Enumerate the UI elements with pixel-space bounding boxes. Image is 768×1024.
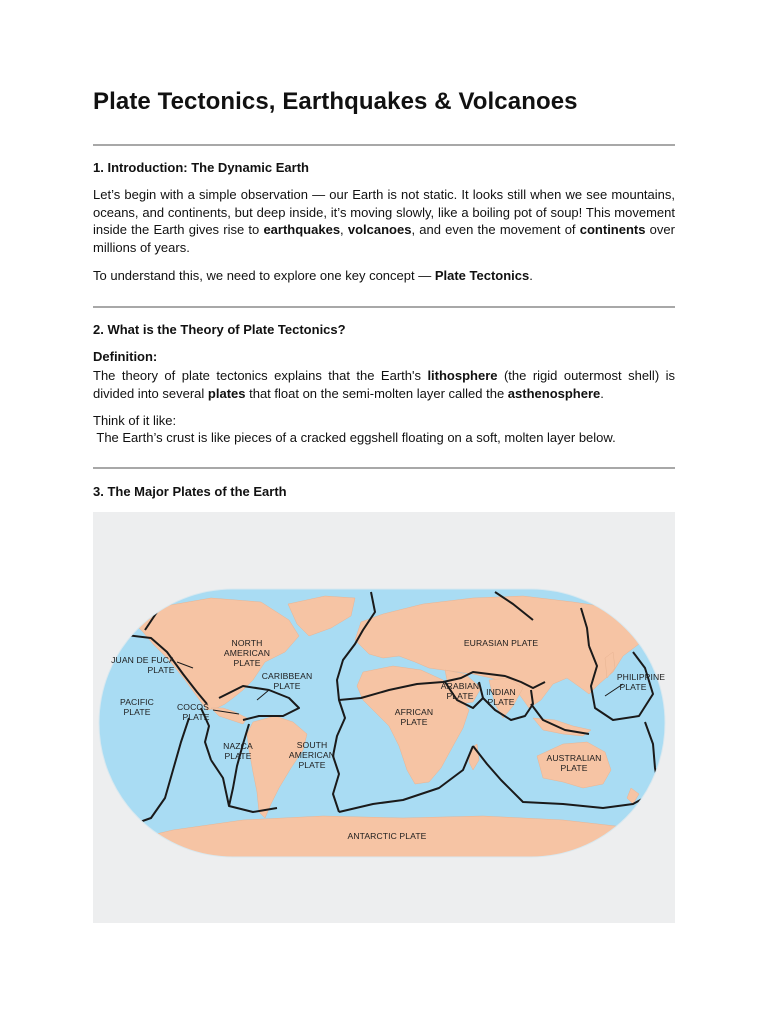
label-nazca-plate: NAZCA PLATE — [223, 741, 253, 761]
page-title: Plate Tectonics, Earthquakes & Volcanoes — [93, 88, 578, 115]
label-pacific-plate: PACIFIC PLATE — [120, 697, 154, 717]
analogy-label: Think of it like: — [93, 413, 177, 428]
label-cocos-plate: COCOS PLATE — [176, 702, 210, 722]
section-divider — [93, 144, 675, 146]
tectonic-plates-map — [93, 512, 675, 923]
label-south-american-plate: SOUTH AMERICAN PLATE — [288, 740, 336, 770]
section-divider — [93, 467, 675, 469]
label-antarctic-plate: ANTARCTIC PLATE — [347, 831, 427, 841]
section-1-concept-line: To understand this, we need to explore one key concept — Plate Tectonics. — [93, 268, 533, 283]
label-philippine-plate: PHILIPPINE PLATE — [616, 672, 666, 692]
label-indian-plate: INDIAN PLATE — [486, 687, 516, 707]
label-australian-plate: AUSTRALIAN PLATE — [546, 753, 602, 773]
section-1-paragraph: Let’s begin with a simple observation — our Earth is not static. It looks still when we see mountains, oceans, and continents, but deep inside, it’s moving slowly, like a boiling pot of soup! This movement inside the Earth gives rise to earthquakes, volcanoes, and even the movement of continents over millions of years. — [93, 187, 675, 255]
label-african-plate: AFRICAN PLATE — [394, 707, 434, 727]
section-1-heading: 1. Introduction: The Dynamic Earth — [93, 160, 309, 175]
label-eurasian-plate: EURASIAN PLATE — [463, 638, 539, 648]
label-arabian-plate: ARABIAN PLATE — [440, 681, 480, 701]
definition-paragraph: The theory of plate tectonics explains that the Earth's lithosphere (the rigid outermost shell) is divided into several plates that float on the semi-molten layer called the asthenosphere. — [93, 368, 675, 401]
section-2-heading: 2. What is the Theory of Plate Tectonics? — [93, 322, 346, 337]
label-caribbean-plate: CARIBBEAN PLATE — [261, 671, 313, 691]
label-juan-de-fuca-plate: JUAN DE FUCA PLATE — [111, 655, 175, 675]
world-map-svg — [93, 512, 675, 923]
section-divider — [93, 306, 675, 308]
label-north-american-plate: NORTH AMERICAN PLATE — [223, 638, 271, 668]
analogy-text: The Earth’s crust is like pieces of a cracked eggshell floating on a soft, molten layer below. — [93, 430, 616, 445]
section-3-heading: 3. The Major Plates of the Earth — [93, 484, 287, 499]
definition-label: Definition: — [93, 349, 158, 364]
